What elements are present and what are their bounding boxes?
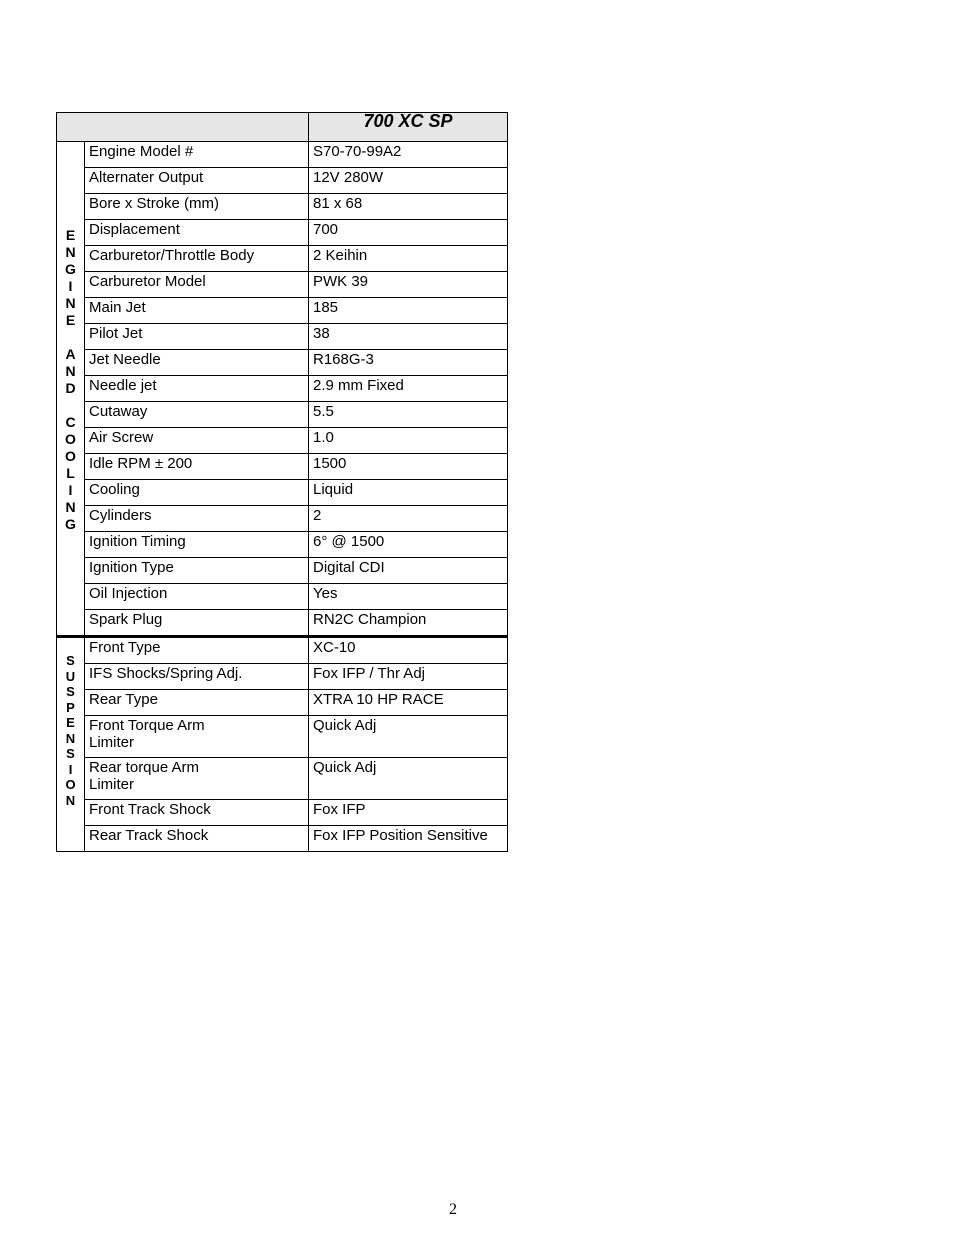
spec-label: Bore x Stroke (mm) [85, 194, 309, 220]
spec-label: Front Type [85, 637, 309, 664]
spec-row [57, 272, 508, 298]
spec-label: Displacement [85, 220, 309, 246]
spec-row [57, 584, 508, 610]
spec-label: Carburetor Model [85, 272, 309, 298]
spec-value: 5.5 [309, 402, 508, 428]
spec-label: Ignition Timing [85, 532, 309, 558]
spec-label: Rear torque Arm Limiter [85, 758, 309, 800]
spec-value: S70-70-99A2 [309, 142, 508, 168]
spec-row [57, 506, 508, 532]
spec-value: Digital CDI [309, 558, 508, 584]
spec-label: Oil Injection [85, 584, 309, 610]
spec-value: 2.9 mm Fixed [309, 376, 508, 402]
spec-label: Engine Model # [85, 142, 309, 168]
spec-label: Spark Plug [85, 610, 309, 637]
spec-row [57, 324, 508, 350]
spec-row [57, 758, 508, 800]
spec-value: 6° @ 1500 [309, 532, 508, 558]
spec-value: Liquid [309, 480, 508, 506]
spec-value: Quick Adj [309, 758, 508, 800]
spec-row [57, 690, 508, 716]
spec-table [56, 112, 508, 852]
section-vertical-label: E N G I N E A N D C O O L I N G [65, 227, 76, 532]
spec-value: R168G-3 [309, 350, 508, 376]
spec-value: 2 [309, 506, 508, 532]
spec-label: Jet Needle [85, 350, 309, 376]
suspension-section [57, 637, 508, 852]
spec-row [57, 376, 508, 402]
engine-cooling-section [57, 142, 508, 637]
spec-label: Cylinders [85, 506, 309, 532]
spec-value: RN2C Champion [309, 610, 508, 637]
spec-label: Cooling [85, 480, 309, 506]
spec-value: Fox IFP [309, 800, 508, 826]
spec-row [57, 194, 508, 220]
spec-value: 700 [309, 220, 508, 246]
spec-row [57, 246, 508, 272]
spec-row [57, 480, 508, 506]
spec-row [57, 532, 508, 558]
header-blank-cell [57, 113, 309, 142]
spec-row [57, 558, 508, 584]
spec-row [57, 350, 508, 376]
spec-value: 1500 [309, 454, 508, 480]
spec-row [57, 168, 508, 194]
spec-label: Air Screw [85, 428, 309, 454]
spec-label: Carburetor/Throttle Body [85, 246, 309, 272]
spec-value: XTRA 10 HP RACE [309, 690, 508, 716]
spec-row [57, 454, 508, 480]
spec-value: Yes [309, 584, 508, 610]
spec-value: 81 x 68 [309, 194, 508, 220]
spec-value: PWK 39 [309, 272, 508, 298]
spec-label: IFS Shocks/Spring Adj. [85, 664, 309, 690]
spec-label: Rear Track Shock [85, 826, 309, 852]
spec-label: Pilot Jet [85, 324, 309, 350]
spec-row [57, 800, 508, 826]
spec-value: 12V 280W [309, 168, 508, 194]
spec-table-header [57, 113, 508, 142]
spec-row [57, 637, 508, 664]
spec-label: Cutaway [85, 402, 309, 428]
spec-label: Front Torque Arm Limiter [85, 716, 309, 758]
page-number: 2 [449, 1201, 457, 1218]
spec-value: Fox IFP Position Sensitive [309, 826, 508, 852]
spec-value: XC-10 [309, 637, 508, 664]
spec-label: Ignition Type [85, 558, 309, 584]
spec-row [57, 298, 508, 324]
spec-label: Rear Type [85, 690, 309, 716]
spec-value: 1.0 [309, 428, 508, 454]
spec-row [57, 716, 508, 758]
spec-row [57, 402, 508, 428]
spec-row [57, 826, 508, 852]
spec-value: Quick Adj [309, 716, 508, 758]
spec-row [57, 664, 508, 690]
suspension-side-label [57, 637, 85, 852]
spec-value: 2 Keihin [309, 246, 508, 272]
spec-row [57, 428, 508, 454]
spec-label: Idle RPM ± 200 [85, 454, 309, 480]
spec-row [57, 220, 508, 246]
spec-label: Alternater Output [85, 168, 309, 194]
section-vertical-label: S U S P E N S I O N [65, 653, 76, 808]
spec-label: Needle jet [85, 376, 309, 402]
spec-row [57, 610, 508, 637]
spec-value: 38 [309, 324, 508, 350]
spec-value: 185 [309, 298, 508, 324]
spec-row [57, 142, 508, 168]
spec-value: Fox IFP / Thr Adj [309, 664, 508, 690]
engine-and-cooling-side-label [57, 142, 85, 637]
spec-label: Front Track Shock [85, 800, 309, 826]
spec-label: Main Jet [85, 298, 309, 324]
model-header: 700 XC SP [309, 113, 508, 142]
